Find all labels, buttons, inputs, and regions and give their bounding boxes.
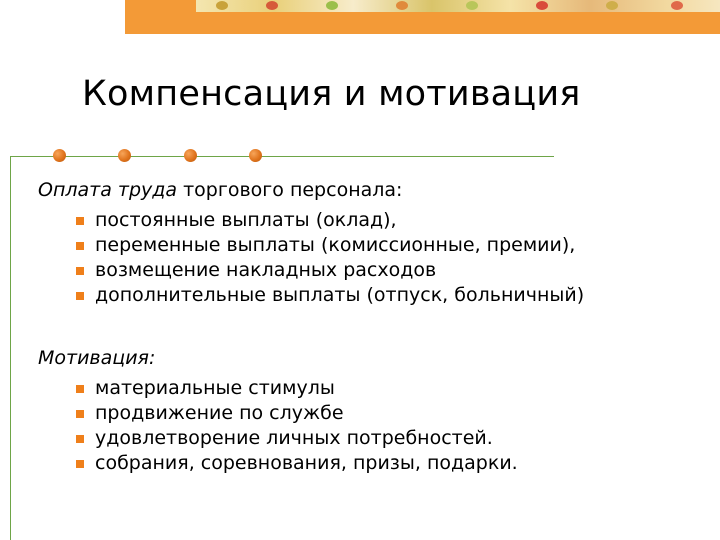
square-bullet-icon bbox=[76, 242, 84, 250]
list-item: собрания, соревнования, призы, подарки. bbox=[76, 451, 518, 476]
square-bullet-icon bbox=[76, 267, 84, 275]
square-bullet-icon bbox=[76, 217, 84, 225]
left-border-line bbox=[10, 156, 11, 540]
banner-photo-strip bbox=[196, 0, 720, 12]
banner-flower-shape bbox=[216, 1, 228, 10]
banner-flower-shape bbox=[396, 1, 408, 10]
pay-list bbox=[76, 208, 584, 308]
list-item: переменные выплаты (комиссионные, премии), bbox=[76, 233, 584, 258]
divider-bead-icon bbox=[184, 149, 197, 162]
motivation-list bbox=[76, 376, 518, 476]
title-divider-line bbox=[10, 156, 554, 157]
list-item: постоянные выплаты (оклад), bbox=[76, 208, 584, 233]
divider-bead-icon bbox=[53, 149, 66, 162]
square-bullet-icon bbox=[76, 292, 84, 300]
divider-bead-icon bbox=[118, 149, 131, 162]
divider-bead-icon bbox=[249, 149, 262, 162]
square-bullet-icon bbox=[76, 385, 84, 393]
section-heading-emphasis: Мотивация: bbox=[38, 347, 156, 369]
list-item: продвижение по службе bbox=[76, 401, 518, 426]
banner-flower-shape bbox=[326, 1, 338, 10]
banner-flower-shape bbox=[606, 1, 618, 10]
section-heading-pay bbox=[38, 177, 402, 203]
square-bullet-icon bbox=[76, 410, 84, 418]
section-heading-emphasis: Оплата труда bbox=[38, 179, 178, 201]
list-item: возмещение накладных расходов bbox=[76, 258, 584, 283]
list-item: удовлетворение личных потребностей. bbox=[76, 426, 518, 451]
list-item: материальные стимулы bbox=[76, 376, 518, 401]
slide-title: Компенсация и мотивация bbox=[82, 74, 581, 114]
banner-flower-shape bbox=[266, 1, 278, 10]
square-bullet-icon bbox=[76, 435, 84, 443]
section-heading-motivation bbox=[38, 345, 155, 371]
banner-flower-shape bbox=[536, 1, 548, 10]
section-heading-rest: торгового персонала: bbox=[177, 179, 403, 201]
list-item: дополнительные выплаты (отпуск, больничный) bbox=[76, 283, 584, 308]
banner-flower-shape bbox=[671, 1, 683, 10]
banner-flower-shape bbox=[466, 1, 478, 10]
square-bullet-icon bbox=[76, 460, 84, 468]
